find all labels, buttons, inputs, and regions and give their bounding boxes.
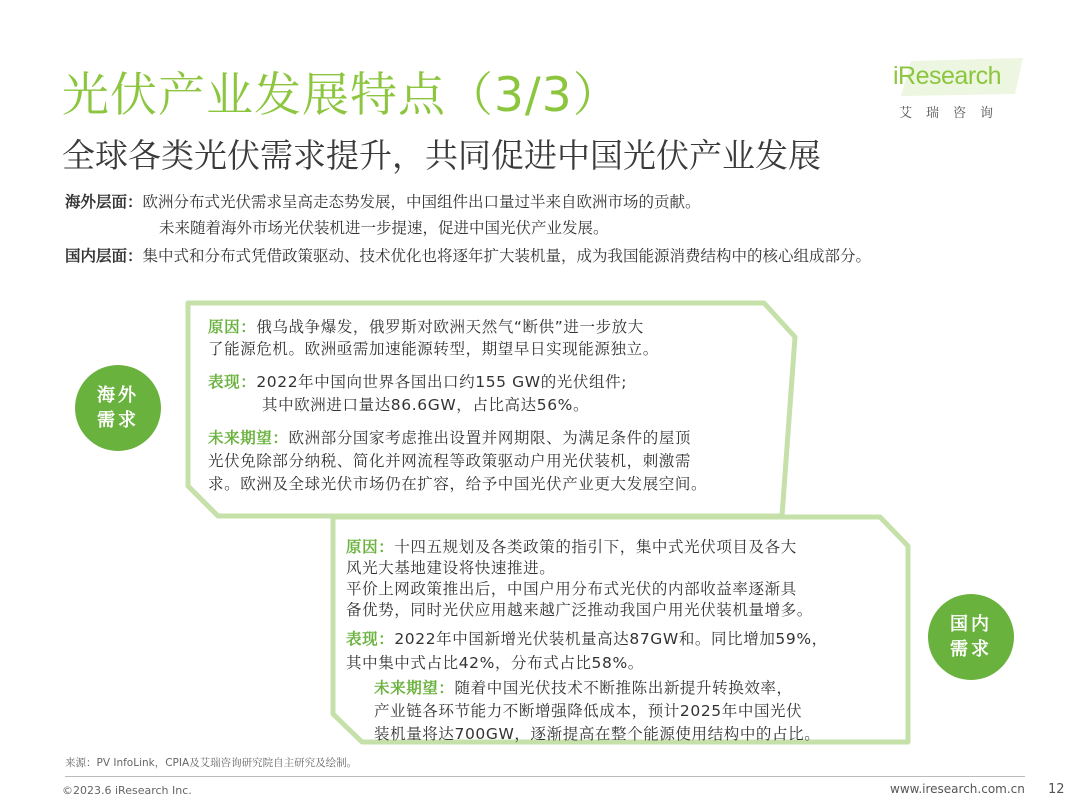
domestic-future-line1 [374, 676, 793, 698]
logo-chinese-text: 艾瑞咨询 [899, 106, 1008, 121]
domestic-perf-text1: 2022年中国新增光伏装机量高达87GW和。同比增加59%， [394, 630, 828, 648]
domestic-perf-line1 [346, 627, 828, 649]
overseas-future-line2: 光伏免除部分纳税、简化并网流程等政策驱动户用光伏装机，刺激需 [208, 452, 692, 470]
intro-domestic-text: 集中式和分布式凭借政策驱动、技术优化也将逐年扩大装机量，成为我国能源消费结构中的核心组成部分。 [142, 247, 872, 265]
domestic-circle-line1: 国内 [950, 614, 992, 635]
intro-overseas-line2 [65, 216, 609, 238]
iresearch-logo [893, 58, 1025, 120]
domestic-future-label: 未来期望： [374, 679, 455, 697]
overseas-perf-text1: 2022年中国向世界各国出口约155 GW的光伏组件; [256, 373, 628, 391]
page-number: 12 [1048, 782, 1065, 797]
domestic-perf-line2: 其中集中式占比42%，分布式占比58%。 [346, 654, 644, 672]
overseas-perf-line1 [208, 370, 627, 392]
intro-overseas-line1 [65, 190, 701, 212]
intro-overseas-label: 海外层面： [65, 193, 143, 211]
intro-domestic-label: 国内层面： [65, 247, 143, 265]
overseas-circle-line2: 需求 [97, 410, 139, 431]
overseas-future-label: 未来期望： [208, 429, 289, 447]
website-link[interactable]: www.iresearch.com.cn [890, 782, 1025, 796]
overseas-future-line1 [208, 426, 691, 448]
domestic-future-text1: 随着中国光伏技术不断推陈出新提升转换效率， [454, 679, 793, 697]
domestic-cause-line3: 平价上网政策推出后，中国户用分布式光伏的内部收益率逐渐具 [346, 580, 797, 598]
overseas-demand-circle [75, 365, 161, 451]
intro-domestic-line [65, 244, 871, 266]
domestic-cause-line4: 备优势，同时光伏应用越来越广泛推动我国户用光伏装机量增多。 [346, 601, 813, 619]
overseas-perf-line2: 其中欧洲进口量达86.6GW，占比高达56%。 [262, 396, 590, 414]
domestic-future-line3: 装机量将达700GW，逐渐提高在整个能源使用结构中的占比。 [374, 725, 821, 743]
intro-overseas-text2: 未来随着海外市场光伏装机进一步提速，促进中国光伏产业发展。 [159, 219, 609, 237]
domestic-demand-circle [928, 594, 1014, 680]
domestic-circle-line2: 需求 [950, 639, 992, 660]
domestic-cause-line1 [346, 535, 797, 557]
domestic-cause-text1: 十四五规划及各类政策的指引下，集中式光伏项目及各大 [394, 538, 797, 556]
domestic-cause-line2: 风光大基地建设将快速推进。 [346, 559, 556, 577]
page-subtitle: 全球各类光伏需求提升，共同促进中国光伏产业发展 [62, 136, 821, 175]
footer-divider [65, 776, 1025, 777]
page-title: 光伏产业发展特点（3/3） [62, 68, 621, 123]
source-note: 来源：PV InfoLink，CPIA及艾瑞咨询研究院自主研究及绘制。 [65, 757, 358, 769]
domestic-perf-label: 表现： [346, 630, 395, 648]
overseas-future-line3: 求。欧洲及全球光伏市场仍在扩容，给予中国光伏产业更大发展空间。 [208, 475, 708, 493]
overseas-circle-line1: 海外 [97, 385, 139, 406]
overseas-cause-line1 [208, 315, 644, 337]
copyright-text: ©2023.6 iResearch Inc. [62, 784, 192, 797]
domestic-future-line2: 产业链各环节能力不断增强降低成本，预计2025年中国光伏 [374, 702, 803, 720]
overseas-cause-line2: 了能源危机。欧洲亟需加速能源转型，期望早日实现能源独立。 [208, 340, 659, 358]
logo-text: iResearch [893, 62, 1002, 90]
intro-overseas-text1: 欧洲分布式光伏需求呈高走态势发展，中国组件出口量过半来自欧洲市场的贡献。 [142, 193, 701, 211]
overseas-cause-text1: 俄乌战争爆发，俄罗斯对欧洲天然气“断供”进一步放大 [256, 318, 644, 336]
domestic-cause-label: 原因： [346, 538, 395, 556]
overseas-cause-label: 原因： [208, 318, 257, 336]
overseas-future-text1: 欧洲部分国家考虑推出设置并网期限、为满足条件的屋顶 [288, 429, 692, 447]
overseas-perf-label: 表现： [208, 373, 257, 391]
